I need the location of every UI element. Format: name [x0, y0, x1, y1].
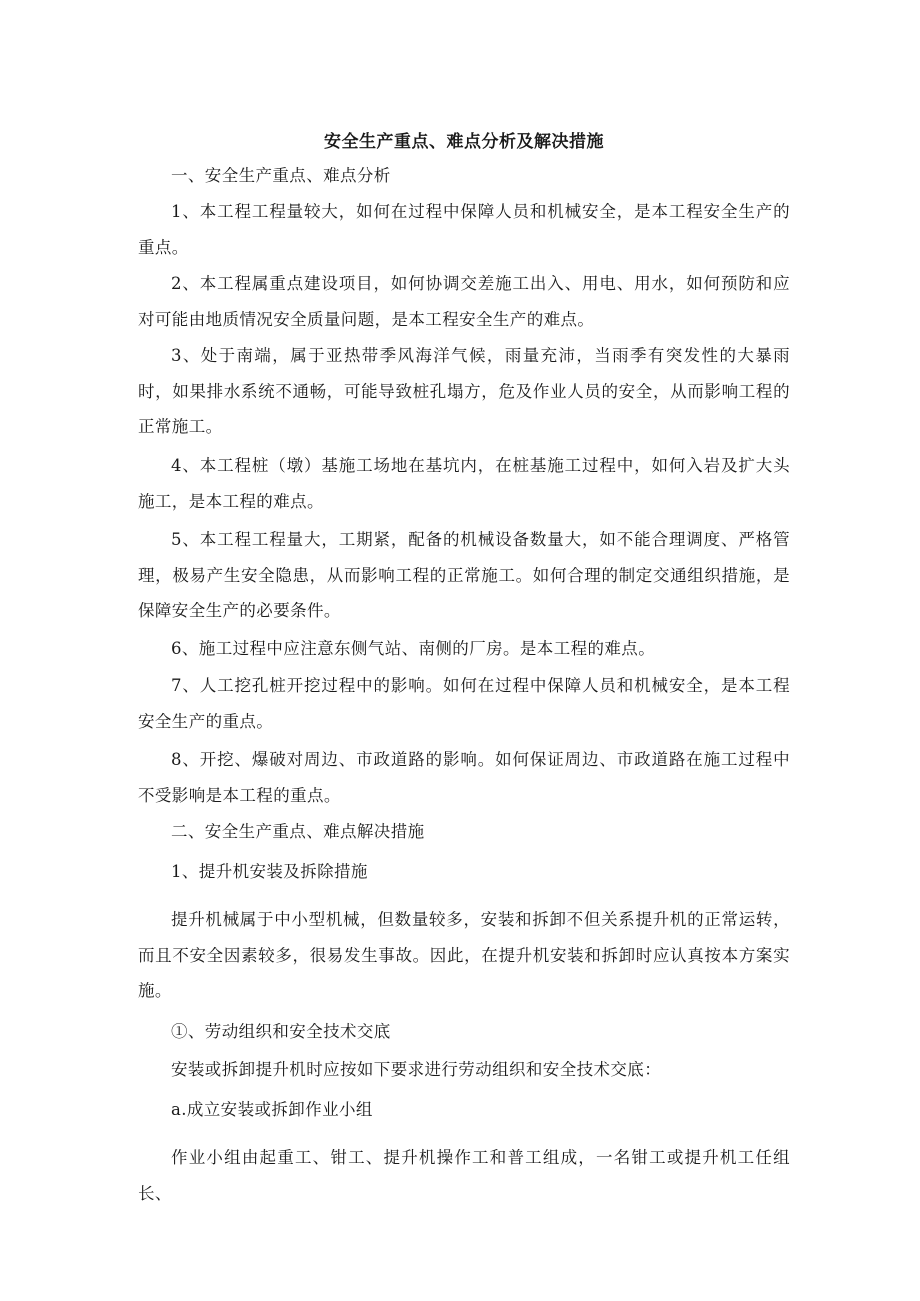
- section-heading-analysis: 一、安全生产重点、难点分析: [171, 166, 391, 185]
- paragraph-item-7: 7、人工挖孔桩开挖过程中的影响。如何在过程中保障人员和机械安全，是本工程安全生产的重点。: [138, 676, 790, 731]
- subsection-heading-team: a.成立安装或拆卸作业小组: [171, 1100, 373, 1119]
- subsection-heading-hoist: 1、提升机安装及拆除措施: [171, 862, 368, 881]
- paragraph-item-4: 4、本工程桩（墩）基施工场地在基坑内，在桩基施工过程中，如何入岩及扩大头施工，是本工程的难点。: [138, 456, 790, 511]
- paragraph-item-1: 1、本工程工程量较大，如何在过程中保障人员和机械安全，是本工程安全生产的重点。: [138, 202, 790, 257]
- paragraph-item-6: 6、施工过程中应注意东侧气站、南侧的厂房。是本工程的难点。: [171, 639, 656, 658]
- paragraph-item-3: 3、处于南端，属于亚热带季风海洋气候，雨量充沛，当雨季有突发性的大暴雨时，如果排水系统不通畅，可能导致桩孔塌方，危及作业人员的安全，从而影响工程的正常施工。: [138, 346, 790, 436]
- paragraph-hoist-intro: 提升机械属于中小型机械，但数量较多，安装和拆卸不但关系提升机的正常运转，而且不安全因素较多，很易发生事故。因此，在提升机安装和拆卸时应认真按本方案实施。: [138, 910, 790, 1000]
- section-heading-measures: 二、安全生产重点、难点解决措施: [171, 822, 425, 841]
- paragraph-item-2: 2、本工程属重点建设项目，如何协调交差施工出入、用电、用水，如何预防和应对可能由地质情况安全质量问题，是本工程安全生产的难点。: [138, 274, 790, 329]
- paragraph-item-8: 8、开挖、爆破对周边、市政道路的影响。如何保证周边、市政道路在施工过程中不受影响是本工程的重点。: [138, 750, 790, 805]
- paragraph-item-5: 5、本工程工程量大，工期紧，配备的机械设备数量大，如不能合理调度、严格管理，极易产生安全隐患，从而影响工程的正常施工。如何合理的制定交通组织措施，是保障安全生产的必要条件。: [138, 530, 790, 620]
- subsection-heading-labor: ①、劳动组织和安全技术交底: [171, 1022, 391, 1041]
- paragraph-team-composition: 作业小组由起重工、钳工、提升机操作工和普工组成，一名钳工或提升机工任组长、: [138, 1148, 790, 1203]
- document-title: 安全生产重点、难点分析及解决措施: [324, 132, 604, 152]
- paragraph-labor-intro: 安装或拆卸提升机时应按如下要求进行劳动组织和安全技术交底：: [171, 1060, 662, 1079]
